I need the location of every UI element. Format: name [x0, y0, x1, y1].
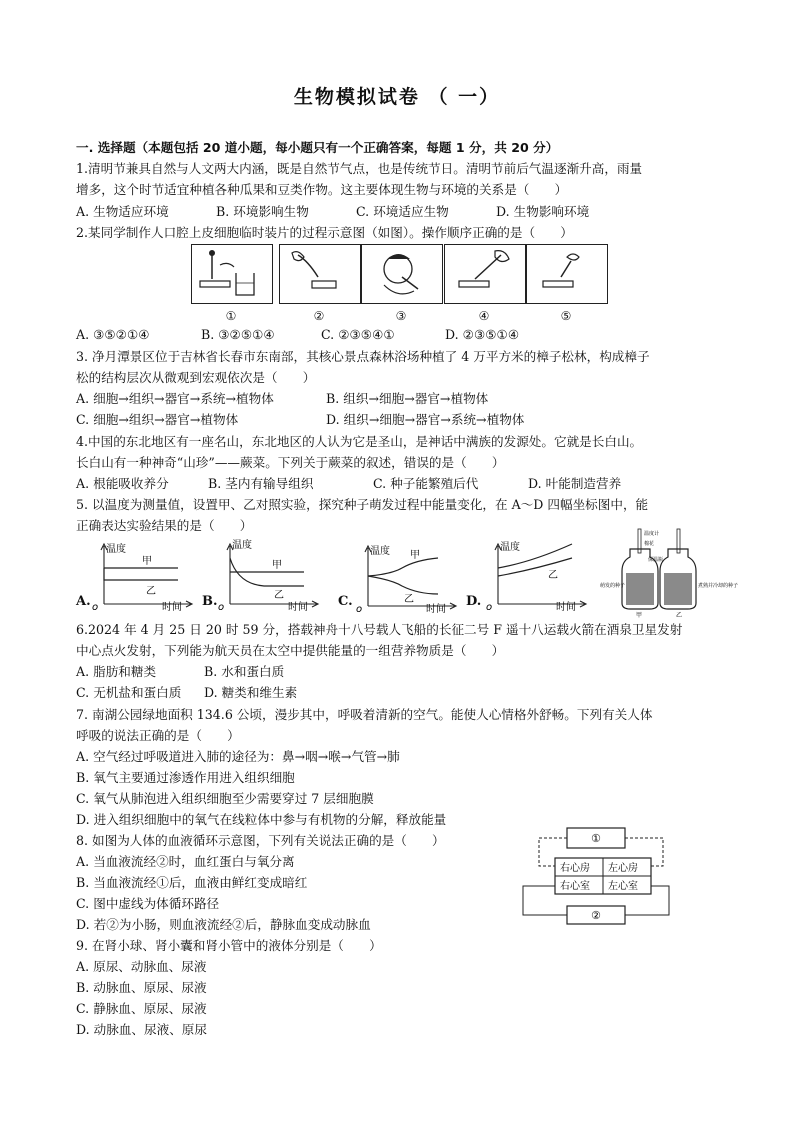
- q4-stem-line1: 4.中国的东北地区有一座名山，东北地区的人认为它是圣山，是神话中满族的发源处。它就是长白山。: [76, 434, 643, 449]
- q8-box1-label: ①: [591, 832, 601, 845]
- q2-option-d[interactable]: D. ②③⑤①④: [445, 327, 520, 342]
- q4-option-b[interactable]: B. 茎内有输导组织: [208, 476, 314, 491]
- q4-stem-line2: 长白山有一种神奇“山珍”——蕨菜。下列关于蕨菜的叙述，错误的是（ ）: [76, 455, 505, 470]
- q5-b-ylabel: 温度: [232, 540, 252, 551]
- q5-app-right-seed-label: 煮熟并冷却的种子: [698, 583, 739, 589]
- dropper-beaker-illustration: [192, 245, 272, 303]
- q1-option-a[interactable]: A. 生物适应环境: [76, 204, 169, 219]
- q1-options: [76, 203, 636, 220]
- q2-stem-line1: 2.某同学制作人口腔上皮细胞临时装片的过程示意图（如图）。操作顺序正确的是（ ）: [76, 225, 573, 240]
- q1-stem-line2: 增多，这个时节适宜种植各种瓜果和豆类作物。这主要体现生物与环境的关系是（ ）: [76, 182, 568, 197]
- q4-option-a[interactable]: A. 根能吸收养分: [76, 476, 169, 491]
- q8-option-a[interactable]: A. 当血液流经②时，血红蛋白与氧分离: [76, 854, 295, 869]
- q7-stem-line1: 7. 南湖公园绿地面积 134.6 公顷，漫步其中，呼吸着清新的空气。能使人心情格外舒畅。下列有关人体: [76, 707, 653, 722]
- q9-option-b[interactable]: B. 动脉血、原尿、尿液: [76, 980, 207, 995]
- q1-stem-line1: 1.清明节兼具自然与人文两大内涵，既是自然节气点，也是传统节日。清明节前后气温逐渐升高，雨量: [76, 161, 643, 176]
- q9-option-c[interactable]: C. 静脉血、原尿、尿液: [76, 1001, 207, 1016]
- q7-option-a[interactable]: A. 空气经过呼吸道进入肺的途径为：鼻→咽→喉→气管→肺: [76, 749, 400, 764]
- q2-step3-figure: [361, 244, 443, 304]
- q2-option-c[interactable]: C. ②③⑤④①: [321, 327, 395, 342]
- q5-a-label-yi: 乙: [146, 586, 156, 597]
- q8-right-ventricle-label: 右心室: [560, 881, 590, 892]
- q5-b-xlabel: 时间: [288, 602, 308, 613]
- q6-option-c[interactable]: C. 无机盐和蛋白质: [76, 685, 182, 700]
- seeds-right-icon: [664, 573, 692, 605]
- q2-step2-figure: [279, 244, 361, 304]
- q5-option-c[interactable]: C.: [338, 594, 353, 609]
- q5-c-label-yi: 乙: [404, 594, 414, 605]
- q9-stem-line1: 9. 在肾小球、肾小囊和肾小管中的液体分别是（ ）: [76, 938, 382, 953]
- q3-option-c[interactable]: C. 细胞→组织→器官→植物体: [76, 412, 239, 427]
- q5-d-xlabel: 时间: [556, 602, 576, 613]
- q6-option-b[interactable]: B. 水和蛋白质: [204, 664, 285, 679]
- q1-option-c[interactable]: C. 环境适应生物: [356, 204, 449, 219]
- q8-circulation-diagram: [515, 822, 675, 926]
- cheek-scraping-illustration: [362, 245, 442, 303]
- q9-option-a[interactable]: A. 原尿、动脉血、尿液: [76, 959, 207, 974]
- q5-b-origin: o: [218, 602, 225, 613]
- q7-option-d[interactable]: D. 进入组织细胞中的氧气在线粒体中参与有机物的分解，释放能量: [76, 812, 447, 827]
- q5-a-xlabel: 时间: [162, 602, 182, 613]
- q9-option-d[interactable]: D. 动脉血、尿液、原尿: [76, 1022, 207, 1037]
- q1-option-d[interactable]: D. 生物影响环境: [496, 204, 590, 219]
- q8-right-atrium-label: 右心房: [560, 863, 590, 874]
- q2-step5-figure: [526, 244, 608, 304]
- q7-option-b[interactable]: B. 氧气主要通过渗透作用进入组织细胞: [76, 770, 295, 785]
- q5-app-yi-label: 乙: [676, 612, 683, 619]
- q8-option-b[interactable]: B. 当血液流经①后，血液由鲜红变成暗红: [76, 875, 308, 890]
- q6-option-a[interactable]: A. 脂肪和糖类: [76, 664, 157, 679]
- q2-options: [76, 326, 585, 343]
- q6-stem-line2: 中心点火发射，下列能为航天员在太空中提供能量的一组营养物质是（ ）: [76, 643, 505, 658]
- q2-label-4: ④: [478, 309, 490, 323]
- q2-label-2: ②: [313, 309, 325, 323]
- drop-on-slide-illustration: [527, 245, 607, 303]
- q5-d-label-yi: 乙: [548, 570, 558, 581]
- q2-option-b[interactable]: B. ③②⑤①④: [201, 327, 275, 342]
- slide-coverslip-illustration: [280, 245, 360, 303]
- q7-option-c[interactable]: C. 氧气从肺泡进入组织细胞至少需要穿过 7 层细胞膜: [76, 791, 374, 806]
- q5-app-flask-label: 保温瓶: [648, 557, 664, 563]
- q5-a-curve-yi: [104, 568, 178, 580]
- q4-options: [76, 475, 668, 492]
- q5-c-label-jia: 甲: [410, 550, 420, 561]
- q5-app-cotton-label: 棉花: [644, 541, 655, 547]
- q4-option-d[interactable]: D. 叶能制造营养: [528, 476, 622, 491]
- q3-stem-line1: 3. 净月潭景区位于吉林省长春市东南部，其核心景点森林浴场种植了 4 万平方米的樟子松林，构成樟子: [76, 349, 650, 364]
- section-heading: 一. 选择题（本题包括 20 道小题，每小题只有一个正确答案，每题 1 分，共 20 分）: [76, 140, 559, 155]
- q5-a-ylabel: 温度: [106, 544, 126, 555]
- q5-graph-a: [88, 538, 198, 612]
- q8-option-d[interactable]: D. 若②为小肠，则血液流经②后，静脉血变成动脉血: [76, 917, 371, 932]
- q5-a-origin: o: [92, 602, 99, 613]
- q1-option-b[interactable]: B. 环境影响生物: [216, 204, 309, 219]
- q8-stem-line1: 8. 如图为人体的血液循环示意图，下列有关说法正确的是（ ）: [76, 833, 445, 848]
- q5-c-curve-jia: [368, 558, 438, 576]
- q2-step1-figure: [191, 244, 273, 304]
- q5-d-ylabel: 温度: [500, 542, 520, 553]
- q6-options-row1: [76, 663, 284, 680]
- seeds-left-icon: [626, 573, 654, 605]
- staining-illustration: [445, 245, 525, 303]
- q5-app-jia-label: 甲: [636, 612, 643, 619]
- q2-label-1: ①: [225, 309, 237, 323]
- q3-option-d[interactable]: D. 组织→细胞→器官→系统→植物体: [326, 412, 525, 427]
- q5-c-origin: o: [356, 604, 363, 615]
- q5-b-label-yi: 乙: [274, 590, 284, 601]
- q5-c-ylabel: 温度: [370, 546, 390, 557]
- q2-label-5: ⑤: [560, 309, 572, 323]
- q5-b-label-jia: 甲: [272, 560, 282, 571]
- q2-step4-figure: [444, 244, 526, 304]
- q3-option-a[interactable]: A. 细胞→组织→器官→系统→植物体: [76, 391, 274, 406]
- q3-options-row1: [76, 390, 576, 407]
- q5-a-label-jia: 甲: [142, 556, 152, 567]
- q5-stem-line1: 5. 以温度为测量值，设置甲、乙对照实验，探究种子萌发过程中能量变化，在 A～D 四幅坐标图中，能: [76, 497, 649, 512]
- q8-left-ventricle-label: 左心室: [608, 881, 638, 892]
- q8-left-atrium-label: 左心房: [608, 863, 638, 874]
- q6-option-d[interactable]: D. 糖类和维生素: [204, 685, 298, 700]
- q2-label-3: ③: [395, 309, 407, 323]
- q5-stem-line2: 正确表达实验结果的是（ ）: [76, 518, 253, 533]
- q5-thermos-apparatus: [600, 527, 739, 619]
- q5-d-origin: o: [486, 602, 493, 613]
- q5-d-curve-yi: [498, 558, 572, 576]
- q8-box2-label: ②: [591, 909, 601, 922]
- q6-options-row2: [76, 684, 297, 701]
- q5-c-curve-yi: [368, 576, 438, 594]
- q5-option-a[interactable]: A.: [76, 594, 91, 609]
- q5-c-xlabel: 时间: [426, 604, 446, 615]
- q5-option-d[interactable]: D.: [466, 594, 482, 609]
- q5-graph-b: [214, 538, 324, 612]
- q3-stem-line2: 松的结构层次从微观到宏观依次是（ ）: [76, 370, 316, 385]
- page-title: 生物模拟试卷 （ 一）: [293, 86, 501, 108]
- q5-graph-d: [482, 538, 592, 612]
- q7-stem-line2: 呼吸的说法正确的是（ ）: [76, 728, 240, 743]
- q5-option-b[interactable]: B.: [202, 594, 218, 609]
- q5-app-thermometer-label: 温度计: [644, 531, 660, 537]
- q6-stem-line1: 6.2024 年 4 月 25 日 20 时 59 分，搭载神舟十八号载人飞船的长征二号 F 遥十八运载火箭在酒泉卫星发射: [76, 622, 683, 637]
- q3-option-b[interactable]: B. 组织→细胞→器官→植物体: [326, 391, 489, 406]
- q8-option-c[interactable]: C. 图中虚线为体循环路径: [76, 896, 220, 911]
- q3-options-row2: [76, 411, 576, 428]
- q5-graph-c: [352, 540, 462, 614]
- q2-option-a[interactable]: A. ③⑤②①④: [76, 327, 150, 342]
- q4-option-c[interactable]: C. 种子能繁殖后代: [373, 476, 479, 491]
- q5-app-left-seed-label: 萌发的种子: [600, 583, 626, 589]
